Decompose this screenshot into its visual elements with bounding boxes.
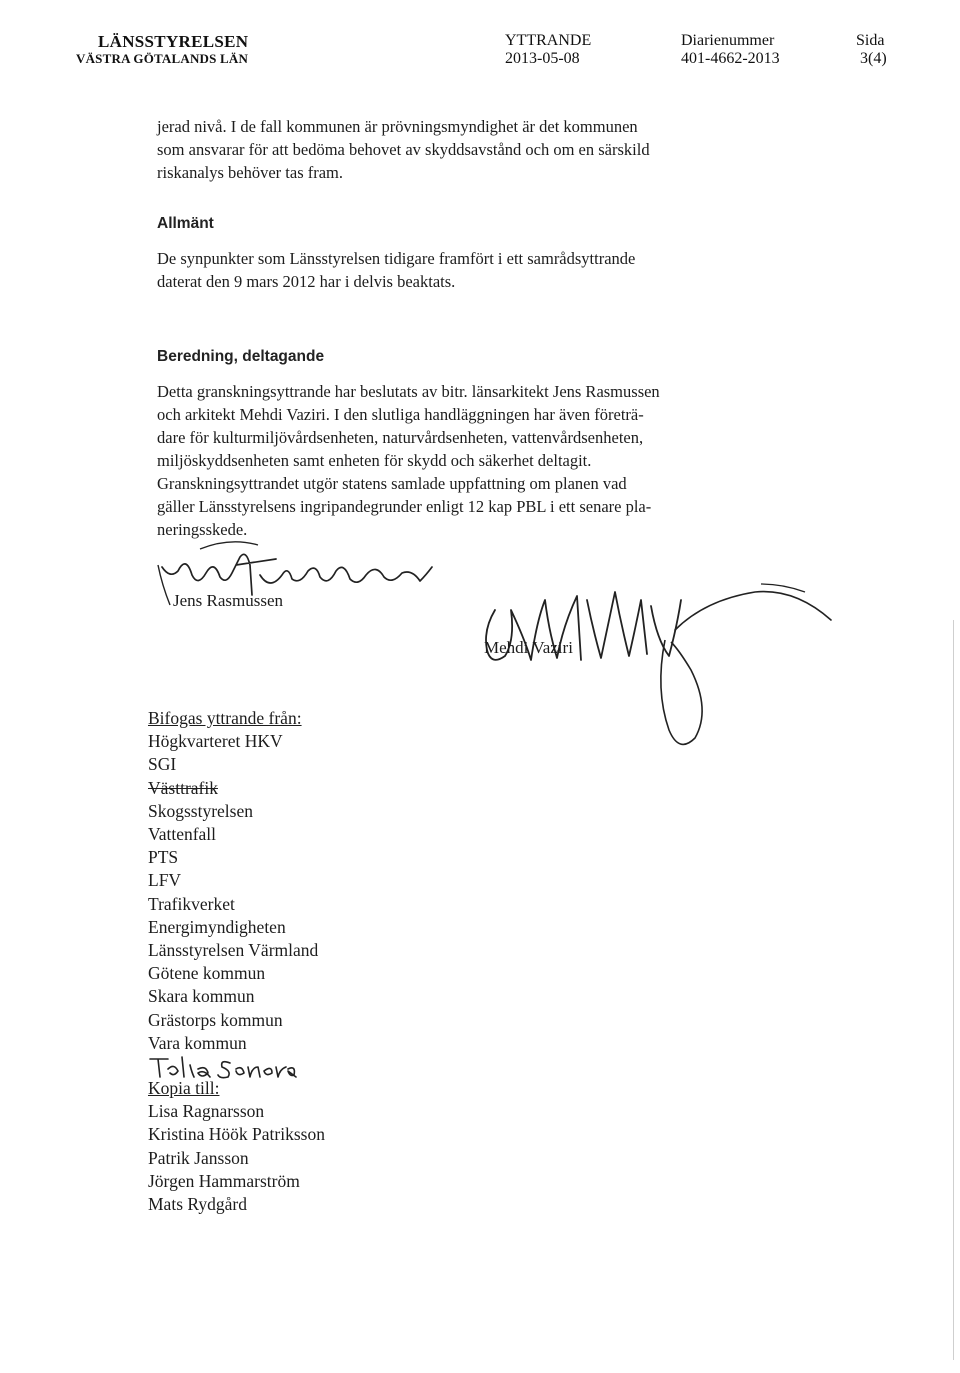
list-item: SGI — [148, 754, 177, 775]
list-item: LFV — [148, 870, 182, 891]
list-item: Högkvarteret HKV — [148, 731, 283, 752]
allmant-paragraph — [157, 247, 767, 293]
list-item: Kristina Höök Patriksson — [148, 1124, 325, 1145]
list-item: Länsstyrelsen Värmland — [148, 940, 319, 961]
diarienummer-label: Diarienummer — [681, 32, 775, 49]
list-item: Skogsstyrelsen — [148, 800, 253, 821]
text-line: jerad nivå. I de fall kommunen är prövningsmyndighet är det kommunen — [157, 117, 638, 136]
signatory-jens-rasmussen: Jens Rasmussen — [173, 591, 284, 610]
list-item: Götene kommun — [148, 963, 266, 984]
signature-jens-scribble — [140, 535, 450, 630]
list-item: Vara kommun — [148, 1032, 247, 1053]
scan-edge-line — [953, 620, 954, 1360]
signatory-mehdi-vaziri: Mehdi Vaziri — [484, 638, 573, 657]
page-number: 3(4) — [860, 50, 887, 67]
list-item: Jörgen Hammarström — [148, 1170, 300, 1191]
text-line: daterat den 9 mars 2012 har i delvis beaktats. — [157, 272, 456, 291]
list-item: Trafikverket — [148, 893, 235, 914]
county-name: VÄSTRA GÖTALANDS LÄN — [76, 51, 249, 66]
bifogas-heading: Bifogas yttrande från: — [148, 708, 302, 728]
list-item: Energimyndigheten — [148, 916, 286, 937]
text-line: gäller Länsstyrelsens ingripandegrunder enligt 12 kap PBL i ett senare pla- — [157, 497, 652, 516]
kopia-heading: Kopia till: — [148, 1078, 220, 1098]
bifogas-list — [148, 707, 318, 1055]
text-line: Granskningsyttrandet utgör statens samlade uppfattning om planen vad — [157, 474, 627, 493]
text-line: riskanalys behöver tas fram. — [157, 163, 344, 182]
list-item: Mats Rydgård — [148, 1194, 247, 1215]
signature-mehdi-scribble — [465, 570, 845, 760]
text-line: miljöskyddsenheten samt enheten för skydd och säkerhet deltagit. — [157, 451, 592, 470]
list-item: Vattenfall — [148, 824, 217, 845]
list-item: Skara kommun — [148, 986, 255, 1007]
intro-paragraph — [157, 115, 767, 184]
text-line: som ansvarar för att bedöma behovet av skyddsavstånd och om en särskild — [157, 140, 650, 159]
section-heading-allmant: Allmänt — [157, 215, 214, 232]
text-line: dare för kulturmiljövårdsenheten, naturvårdsenheten, vattenvårdsenheten, — [157, 428, 644, 447]
beredning-paragraph — [157, 380, 767, 541]
text-line: Detta granskningsyttrande har beslutats av bitr. länsarkitekt Jens Rasmussen — [157, 382, 660, 401]
list-item: PTS — [148, 847, 179, 868]
diarienummer-value: 401-4662-2013 — [681, 50, 780, 67]
document-date: 2013-05-08 — [505, 50, 580, 67]
list-item: Lisa Ragnarsson — [148, 1101, 265, 1122]
text-line: och arkitekt Mehdi Vaziri. I den slutliga handläggningen har även företrä- — [157, 405, 644, 424]
page-label: Sida — [856, 32, 885, 49]
text-line: De synpunkter som Länsstyrelsen tidigare framfört i ett samrådsyttrande — [157, 249, 636, 268]
list-item: Patrik Jansson — [148, 1147, 249, 1168]
list-item: Grästorps kommun — [148, 1009, 283, 1030]
document-type: YTTRANDE — [505, 32, 592, 49]
agency-name: LÄNSSTYRELSEN — [98, 32, 249, 51]
list-item-struck: Västtrafik — [148, 777, 218, 798]
kopia-list — [148, 1077, 325, 1216]
section-heading-beredning: Beredning, deltagande — [157, 348, 325, 365]
text-line: neringsskede. — [157, 520, 248, 539]
